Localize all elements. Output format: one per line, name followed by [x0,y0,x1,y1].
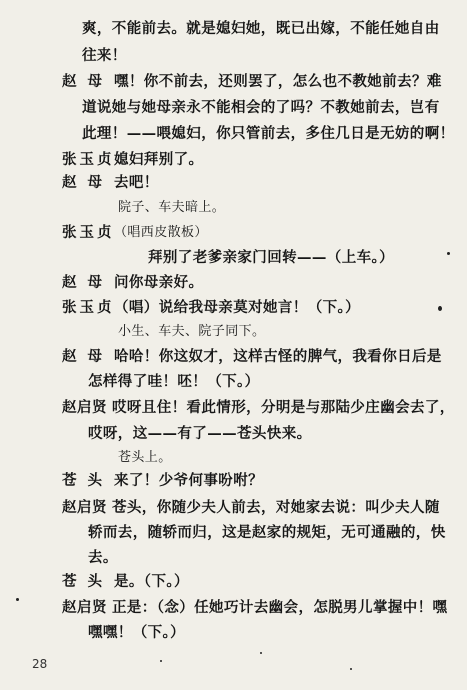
ink-speck [350,668,352,670]
ink-speck [160,660,162,662]
ink-speck [260,652,262,654]
line-text: 是。（下。） [114,573,189,590]
speaker-name: 张玉贞 [62,299,115,316]
line-text: 来了！少爷何事吩咐？ [114,472,263,489]
line-text: 拜别了老爹亲家门回转——（上车。） [148,249,395,266]
line-text: 此理！——喂媳妇，你只管前去，多住几日是无妨的啊！ [82,125,455,142]
line-text: 苍头上。 [118,450,172,465]
line-text: 爽，不能前去。就是媳妇她，既已出嫁，不能任她自由 [82,20,440,37]
line-text: 去吧！ [114,174,159,191]
line-text: 问你母亲好。 [114,274,204,291]
ink-speck [16,598,19,601]
ink-speck [447,252,450,255]
speaker-name: 苍 头 [62,573,106,590]
line-text: 嘿！你不前去，还则罢了，怎么也不教她前去？难 [114,73,442,90]
line-text: 轿而去，随轿而归，这是赵家的规矩，无可通融的，快 [88,524,446,541]
page-number: 28 [32,657,48,671]
line-text: 怎样得了哇！呸！（下。） [88,373,260,390]
line-text: 院子、车夫暗上。 [118,200,226,215]
line-text: 小生、车夫、院子同下。 [118,324,266,339]
line-text: （唱）说给我母亲莫对她言！（下。） [114,299,361,316]
speaker-name: 赵 母 [62,73,106,90]
line-text: 嘿嘿！（下。） [88,624,186,641]
speaker-name: 赵 母 [62,174,106,191]
speaker-name: 张玉贞 [62,224,115,241]
line-text: 道说她与她母亲永不能相会的了吗？不教她前去，岂有 [82,99,440,116]
ink-speck [438,306,442,311]
line-text: 苍头，你随少夫人前去，对她家去说：叫少夫人随 [112,499,440,516]
line-text: 去。 [88,549,118,566]
speaker-name: 赵启贤 [62,499,107,516]
speaker-name: 赵 母 [62,348,106,365]
line-text: 哎呀且住！看此情形，分明是与那陆少庄幽会去了， [112,399,455,416]
line-text: 哎呀，这——有了——苍头快来。 [88,425,312,442]
speaker-name: 苍 头 [62,472,106,489]
line-text: （唱西皮散板） [114,225,208,240]
speaker-name: 张玉贞 [62,151,115,168]
speaker-name: 赵启贤 [62,599,107,616]
speaker-name: 赵启贤 [62,399,107,416]
line-text: 往来！ [82,47,127,64]
line-text: 哈哈！你这奴才，这样古怪的脾气，我看你日后是 [114,348,442,365]
speaker-name: 赵 母 [62,274,106,291]
line-text: 媳妇拜别了。 [114,151,204,168]
line-text: 正是：（念）任她巧计去幽会，怎脱男儿掌握中！嘿 [112,599,448,616]
